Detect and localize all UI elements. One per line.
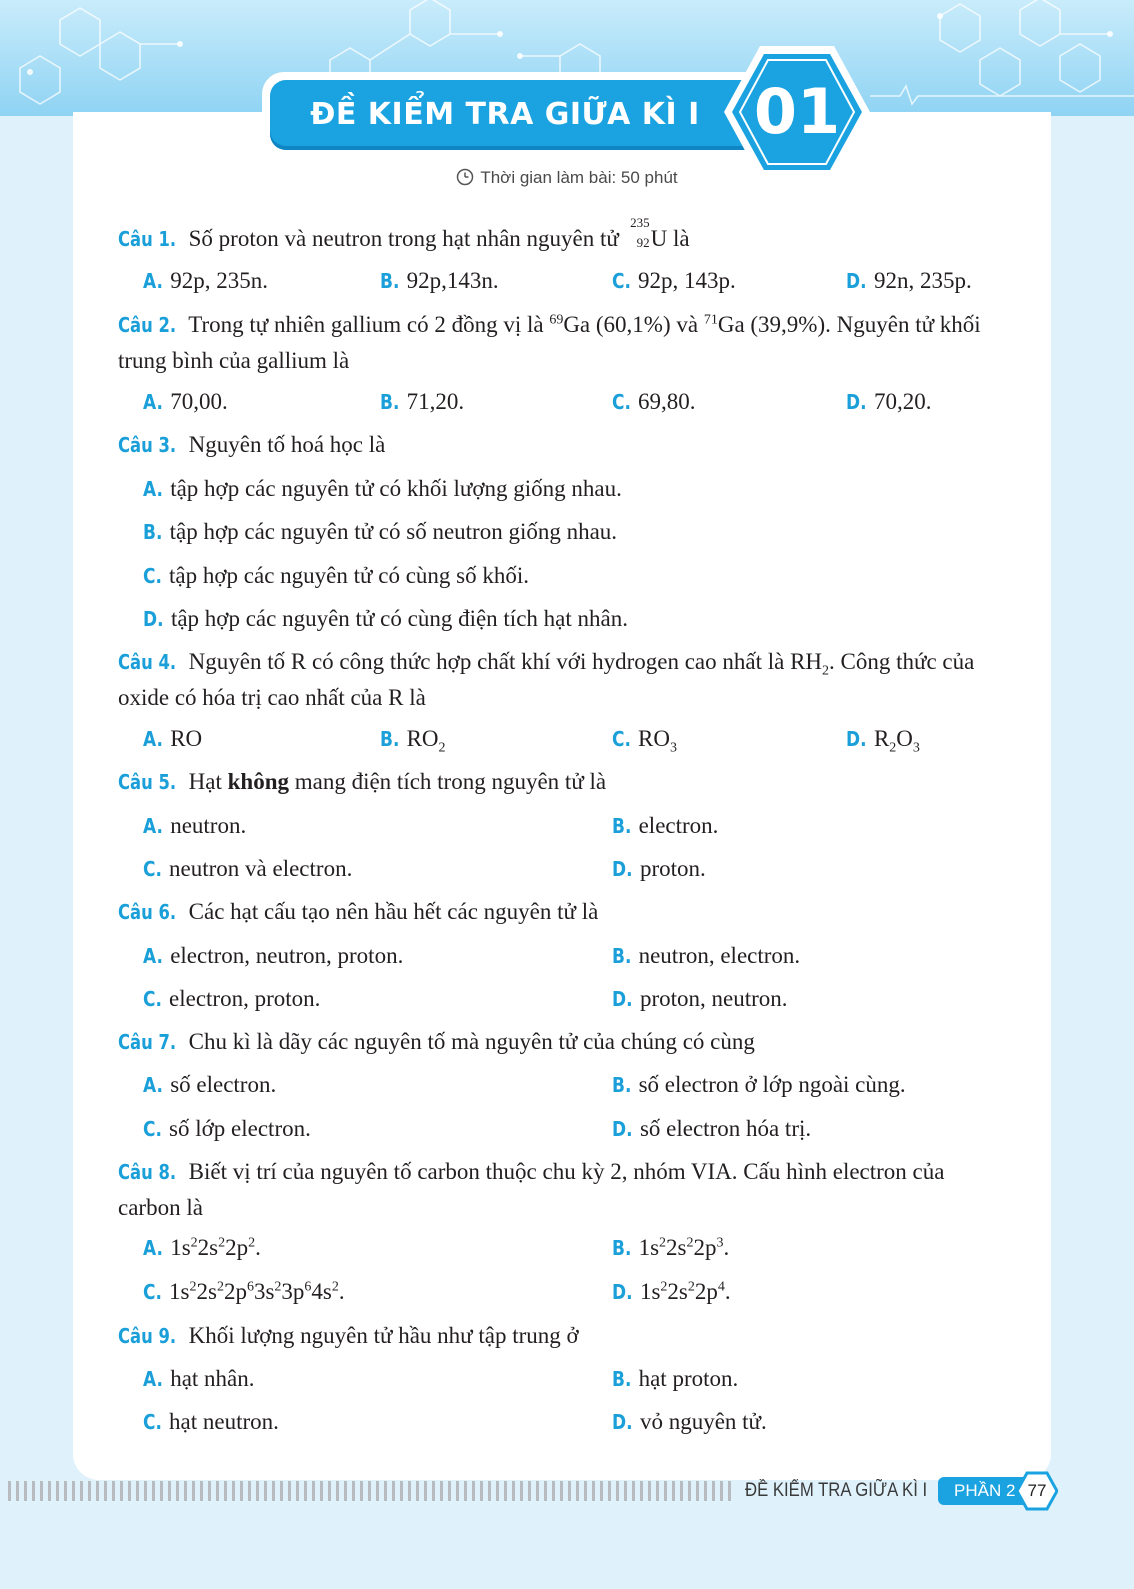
option-c[interactable]: C. 69,80. xyxy=(612,389,696,414)
option-d[interactable]: D. proton, neutron. xyxy=(612,986,788,1011)
option-a[interactable]: A. số electron. xyxy=(143,1072,277,1097)
option-b[interactable]: B. neutron, electron. xyxy=(612,943,801,968)
option-d[interactable]: D. proton. xyxy=(612,856,706,881)
option-d[interactable]: D. vỏ nguyên tử. xyxy=(612,1409,767,1434)
option-c[interactable]: C. electron, proton. xyxy=(143,986,321,1011)
footer-part-badge: PHẦN 2 xyxy=(938,1477,1030,1505)
question-text: Số proton và neutron trong hạt nhân nguyên tử xyxy=(188,226,619,251)
option-a[interactable]: A. 92p, 235n. xyxy=(143,268,268,293)
option-a[interactable]: A. neutron. xyxy=(143,813,247,838)
question-label: Câu 5. xyxy=(118,770,177,794)
question-6: Câu 6. Các hạt cấu tạo nên hầu hết các nguyên tử là xyxy=(118,894,1018,930)
option-a[interactable]: A. electron, neutron, proton. xyxy=(143,943,404,968)
question-8: Câu 8. Biết vị trí của nguyên tố carbon thuộc chu kỳ 2, nhóm VIA. Cấu hình electron của carbon là xyxy=(118,1154,1003,1225)
option-c[interactable]: C. 92p, 143p. xyxy=(612,268,736,293)
option-b[interactable]: B. tập hợp các nguyên tử có số neutron giống nhau. xyxy=(143,519,618,544)
footer-title: ĐỀ KIỂM TRA GIỮA KÌ I xyxy=(745,1480,928,1501)
option-c[interactable]: C. tập hợp các nguyên tử có cùng số khối. xyxy=(143,563,529,588)
nuclide-notation: 235 92 xyxy=(630,215,650,250)
option-c[interactable]: C. $1s^22s^22p^63s^23p^64s^2$. xyxy=(143,1279,345,1304)
option-c[interactable]: C. $RO_3$ xyxy=(612,726,677,756)
question-label: Câu 9. xyxy=(118,1324,177,1348)
question-label: Câu 3. xyxy=(118,433,177,457)
time-limit-text: Thời gian làm bài: 50 phút xyxy=(480,168,678,187)
option-d[interactable]: D. 70,20. xyxy=(846,389,932,414)
footer-tick-bar-icon xyxy=(8,1479,736,1503)
question-label: Câu 7. xyxy=(118,1030,177,1054)
option-c[interactable]: C. neutron và electron. xyxy=(143,856,353,881)
option-a[interactable]: A. 70,00. xyxy=(143,389,228,414)
option-d[interactable]: D. 92n, 235p. xyxy=(846,268,972,293)
question-4: Câu 4. Nguyên tố R có công thức hợp chất khí với hydrogen cao nhất là $RH_2$. Công thức của oxide có hóa trị cao nhất của R là xyxy=(118,644,1003,715)
option-c[interactable]: C. số lớp electron. xyxy=(143,1116,311,1141)
question-label: Câu 2. xyxy=(118,313,177,337)
option-b[interactable]: B. $1s^22s^22p^3$. xyxy=(612,1235,730,1260)
time-limit xyxy=(0,168,1134,188)
emphasis: không xyxy=(227,769,289,794)
question-label: Câu 4. xyxy=(118,650,177,674)
question-3: Câu 3. Nguyên tố hoá học là xyxy=(118,427,1018,463)
page-number: 77 xyxy=(1027,1481,1047,1500)
option-d[interactable]: D. $1s^22s^22p^4$. xyxy=(612,1279,731,1304)
page-title: ĐỀ KIỂM TRA GIỮA KÌ I xyxy=(310,97,700,132)
option-b[interactable]: B. 71,20. xyxy=(380,389,465,414)
option-b[interactable]: B. electron. xyxy=(612,813,719,838)
test-number: 01 xyxy=(753,75,841,148)
clock-icon xyxy=(456,168,474,186)
option-d[interactable]: D. $R_2O_3$ xyxy=(846,726,920,756)
question-9: Câu 9. Khối lượng nguyên tử hầu như tập trung ở xyxy=(118,1318,1018,1354)
question-label: Câu 1. xyxy=(118,227,177,251)
question-7: Câu 7. Chu kì là dãy các nguyên tố mà nguyên tử của chúng có cùng xyxy=(118,1024,1018,1060)
question-label: Câu 6. xyxy=(118,900,177,924)
option-a[interactable]: A. tập hợp các nguyên tử có khối lượng giống nhau. xyxy=(143,476,622,501)
question-label: Câu 8. xyxy=(118,1160,177,1184)
option-b[interactable]: B. 92p,143n. xyxy=(380,268,499,293)
question-2: Câu 2. Trong tự nhiên gallium có 2 đồng vị là $^{69}$Ga (60,1%) và $^{71}$Ga (39,9%). Nguyên tử khối trung bình của gallium là xyxy=(118,307,1003,378)
option-a[interactable]: A. hạt nhân. xyxy=(143,1366,255,1391)
option-d[interactable]: D. số electron hóa trị. xyxy=(612,1116,812,1141)
option-b[interactable]: B. hạt proton. xyxy=(612,1366,739,1391)
option-d[interactable]: D. tập hợp các nguyên tử có cùng điện tích hạt nhân. xyxy=(143,606,628,631)
option-b[interactable]: B. $RO_2$ xyxy=(380,726,446,756)
option-c[interactable]: C. hạt neutron. xyxy=(143,1409,279,1434)
option-a[interactable]: A. RO xyxy=(143,726,203,751)
option-b[interactable]: B. số electron ở lớp ngoài cùng. xyxy=(612,1072,906,1097)
option-a[interactable]: A. $1s^22s^22p^2$. xyxy=(143,1235,261,1260)
question-1: Câu 1. Số proton và neutron trong hạt nhân nguyên tử 235 92 U là xyxy=(118,221,1018,257)
question-5: Câu 5. Hạt không mang điện tích trong nguyên tử là xyxy=(118,764,1018,800)
